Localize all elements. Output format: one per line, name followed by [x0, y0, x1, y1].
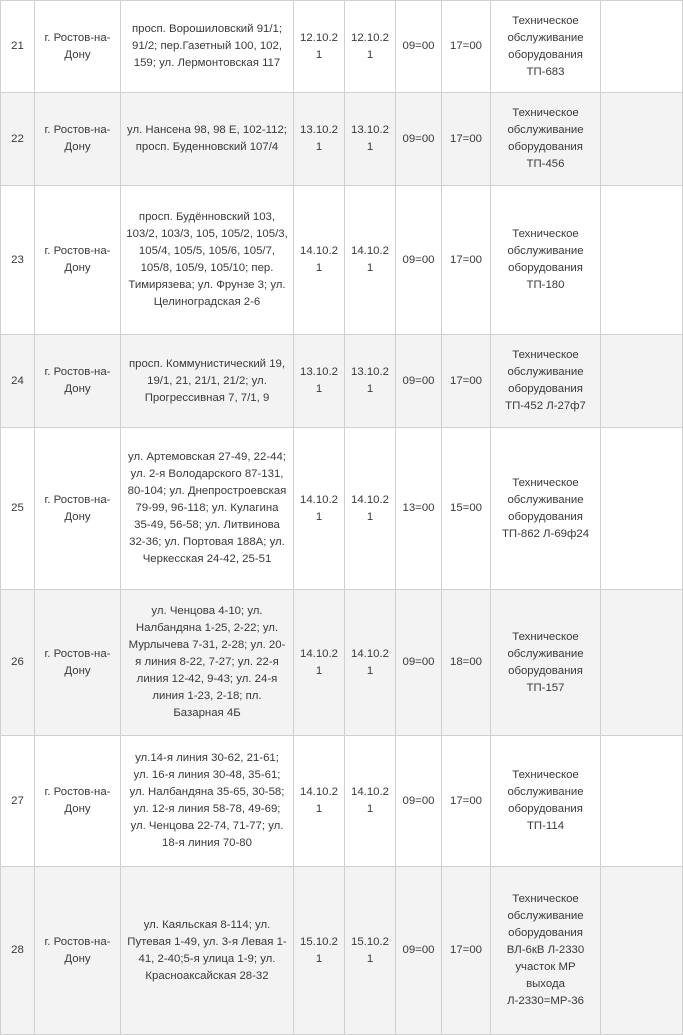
city-cell: г. Ростов-на-Дону	[35, 867, 121, 1035]
start-date-cell: 14.10.21	[294, 590, 345, 736]
table-row	[1, 736, 683, 867]
end-date-cell: 13.10.21	[345, 335, 396, 428]
work-description-cell: Техническое обслуживание оборудования ТП-456	[491, 93, 601, 186]
table-row	[1, 93, 683, 186]
city-cell: г. Ростов-на-Дону	[35, 590, 121, 736]
table-row	[1, 590, 683, 736]
work-description-cell: Техническое обслуживание оборудования ТП-862 Л-69ф24	[491, 428, 601, 590]
row-number: 26	[1, 590, 35, 736]
work-description-cell: Техническое обслуживание оборудования ТП-157	[491, 590, 601, 736]
address-cell: ул. Артемовская 27-49, 22-44; ул. 2-я Володарского 87-131, 80-104; ул. Днепростроевская 79-99, 96-118; ул. Кулагина 35-49, 56-58; ул. Литвинова 32-36; ул. Портовая 188А; ул. Черкесская 24-42, 25-51	[121, 428, 294, 590]
note-cell	[601, 335, 683, 428]
row-number: 27	[1, 736, 35, 867]
work-description-cell: Техническое обслуживание оборудования ТП-683	[491, 1, 601, 93]
start-time-cell: 09=00	[396, 1, 442, 93]
start-time-cell: 09=00	[396, 736, 442, 867]
city-cell: г. Ростов-на-Дону	[35, 428, 121, 590]
address-cell: ул. Каяльская 8-114; ул. Путевая 1-49, ул. 3-я Левая 1-41, 2-40;5-я улица 1-9; ул. Красноаксайская 28-32	[121, 867, 294, 1035]
end-time-cell: 17=00	[442, 93, 491, 186]
start-date-cell: 13.10.21	[294, 93, 345, 186]
city-cell: г. Ростов-на-Дону	[35, 186, 121, 335]
end-date-cell: 12.10.21	[345, 1, 396, 93]
address-cell: ул.14-я линия 30-62, 21-61; ул. 16-я линия 30-48, 35-61; ул. Налбандяна 35-65, 30-58; ул. 12-я линия 58-78, 49-69; ул. Ченцова 22-74, 71-77; ул. 18-я линия 70-80	[121, 736, 294, 867]
end-date-cell: 14.10.21	[345, 186, 396, 335]
end-date-cell: 15.10.21	[345, 867, 396, 1035]
end-time-cell: 18=00	[442, 590, 491, 736]
start-time-cell: 09=00	[396, 590, 442, 736]
address-cell: просп. Будённовский 103, 103/2, 103/3, 105, 105/2, 105/3, 105/4, 105/5, 105/6, 105/7, 105/8, 105/9, 105/10; пер. Тимирязева; ул. Фрунзе 3; ул. Целиноградская 2-6	[121, 186, 294, 335]
note-cell	[601, 1, 683, 93]
end-date-cell: 13.10.21	[345, 93, 396, 186]
end-time-cell: 17=00	[442, 1, 491, 93]
table-row	[1, 1, 683, 93]
city-cell: г. Ростов-на-Дону	[35, 1, 121, 93]
note-cell	[601, 186, 683, 335]
start-time-cell: 09=00	[396, 867, 442, 1035]
start-date-cell: 12.10.21	[294, 1, 345, 93]
work-description-cell: Техническое обслуживание оборудования ВЛ-6кВ Л-2330 участок МР выхода Л-2330=МР-36	[491, 867, 601, 1035]
address-cell: просп. Коммунистический 19, 19/1, 21, 21/1, 21/2; ул. Прогрессивная 7, 7/1, 9	[121, 335, 294, 428]
start-date-cell: 15.10.21	[294, 867, 345, 1035]
start-date-cell: 13.10.21	[294, 335, 345, 428]
work-description-cell: Техническое обслуживание оборудования ТП-114	[491, 736, 601, 867]
work-description-cell: Техническое обслуживание оборудования ТП-180	[491, 186, 601, 335]
address-cell: ул. Нансена 98, 98 Е, 102-112; просп. Буденновский 107/4	[121, 93, 294, 186]
note-cell	[601, 93, 683, 186]
row-number: 23	[1, 186, 35, 335]
start-date-cell: 14.10.21	[294, 428, 345, 590]
end-time-cell: 17=00	[442, 736, 491, 867]
work-description-cell: Техническое обслуживание оборудования ТП-452 Л-27ф7	[491, 335, 601, 428]
row-number: 22	[1, 93, 35, 186]
end-date-cell: 14.10.21	[345, 590, 396, 736]
address-cell: просп. Ворошиловский 91/1; 91/2; пер.Газетный 100, 102, 159; ул. Лермонтовская 117	[121, 1, 294, 93]
end-date-cell: 14.10.21	[345, 736, 396, 867]
start-time-cell: 09=00	[396, 93, 442, 186]
row-number: 25	[1, 428, 35, 590]
row-number: 21	[1, 1, 35, 93]
end-date-cell: 14.10.21	[345, 428, 396, 590]
start-date-cell: 14.10.21	[294, 736, 345, 867]
end-time-cell: 17=00	[442, 335, 491, 428]
start-time-cell: 13=00	[396, 428, 442, 590]
row-number: 24	[1, 335, 35, 428]
table-row	[1, 335, 683, 428]
city-cell: г. Ростов-на-Дону	[35, 93, 121, 186]
end-time-cell: 17=00	[442, 867, 491, 1035]
city-cell: г. Ростов-на-Дону	[35, 736, 121, 867]
start-date-cell: 14.10.21	[294, 186, 345, 335]
end-time-cell: 15=00	[442, 428, 491, 590]
row-number: 28	[1, 867, 35, 1035]
note-cell	[601, 428, 683, 590]
table-row	[1, 186, 683, 335]
address-cell: ул. Ченцова 4-10; ул. Налбандяна 1-25, 2-22; ул. Мурлычева 7-31, 2-28; ул. 20-я линия 8-22, 7-27; ул. 22-я линия 12-42, 9-43; ул. 24-я линия 1-23, 2-18; пл. Базарная 4Б	[121, 590, 294, 736]
start-time-cell: 09=00	[396, 335, 442, 428]
note-cell	[601, 736, 683, 867]
table-row	[1, 428, 683, 590]
note-cell	[601, 590, 683, 736]
end-time-cell: 17=00	[442, 186, 491, 335]
note-cell	[601, 867, 683, 1035]
start-time-cell: 09=00	[396, 186, 442, 335]
city-cell: г. Ростов-на-Дону	[35, 335, 121, 428]
table-row	[1, 867, 683, 1035]
